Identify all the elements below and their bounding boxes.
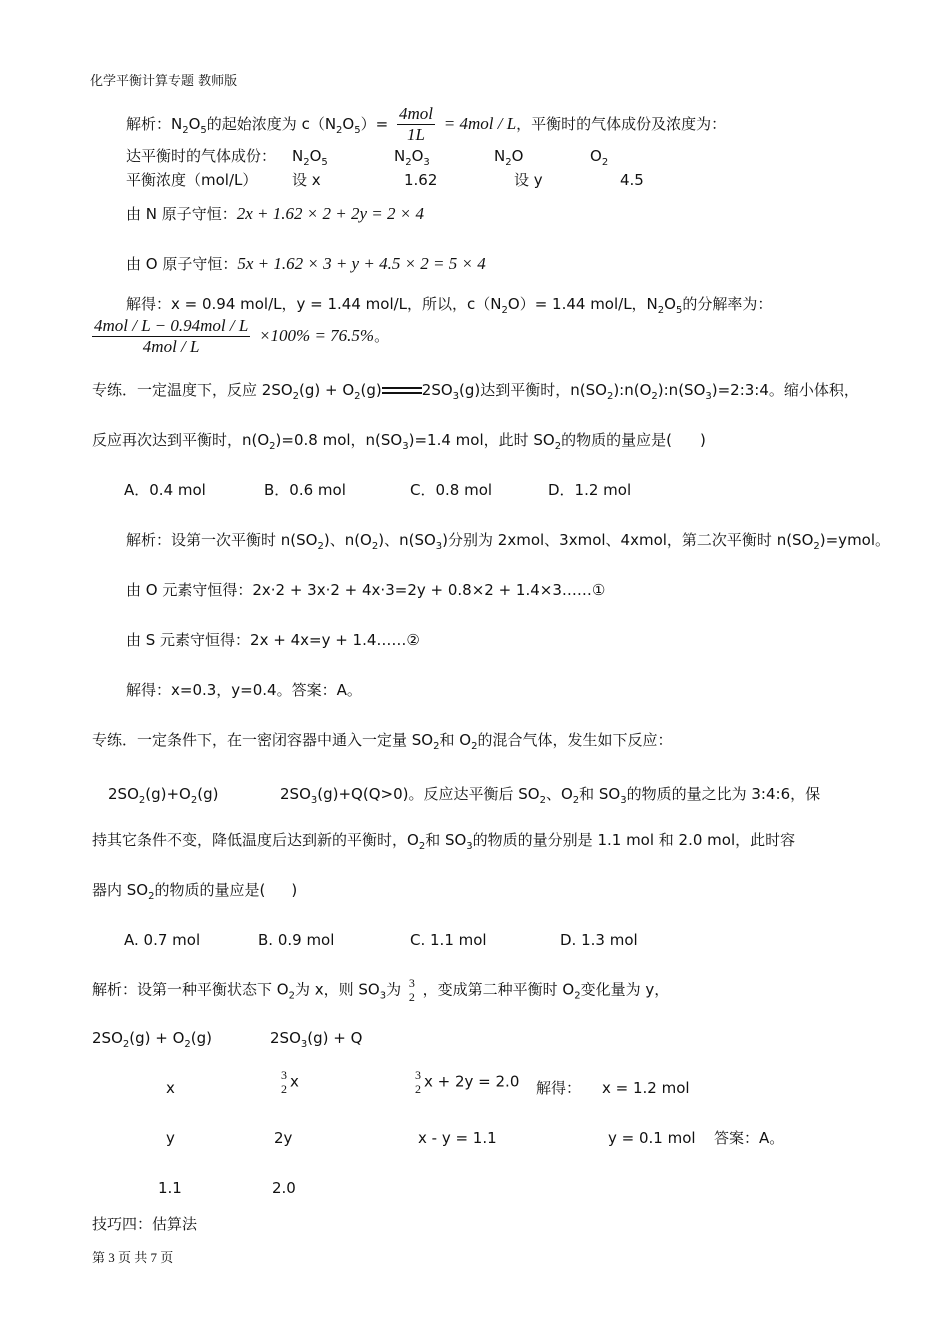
option-b: B．0.6 mol [264,481,346,499]
option-c: C．0.8 mol [410,481,493,499]
practice-question-2-line-1: 专练．一定条件下，在一密闭容器中通入一定量 $SO_2$和 $O_2$的混合气体，发生如下反应： [92,731,673,752]
nitrogen-conservation-line: 由 N 原子守恒：2x + 1.62 × 2 + 2y = 2 × 4 [126,204,424,223]
practice-question-1-line-1: 专练．一定温度下，反应 $2SO_2(g) + O_2(g)$ $2SO_3(g)$达到平衡时，$n(SO_2):n(O_2):n(SO_3)=2:3:4$。缩小体积， [92,381,859,402]
practice-question-2-line-3: 持其它条件不变，降低温度后达到新的平衡时，$O_2$和 $SO_3$的物质的量分别是 1.1 mol 和 2.0 mol，此时容 [92,831,796,852]
practice-2-solution-line-1: 解析：设第一种平衡状态下 $O_2$为 x，则 $SO_3$为 3 2 ，变成第二种平衡时 $O_2$变化量为 y， [92,976,670,1004]
page-header: 化学平衡计算专题 教师版 [90,74,238,89]
section-heading-estimation: 技巧四：估算法 [92,1215,198,1233]
solution-line-initial-concentration: 解析：$N_2O_5$的起始浓度为 $c(N_2O_5)=$ $\frac{\text{4mol}}{1L}$ = 4mol / L，平衡时的气体成份及浓度为： [126,104,727,144]
equilibrium-concentration-row: 平衡浓度（mol/L） 设 x 1.62 设 y 4.5 [126,171,644,189]
practice-question-1-line-2: 反应再次达到平衡时，$n(O_2)=0.8$ mol，$n(SO_3)=1.4$ mol，此时 $SO_2$的物质的量应是( ) [92,431,706,452]
practice-1-oxygen-conservation: 由 O 元素守恒得：2x·2 + 3x·2 + 4x·3=2y + 0.8×2 + 1.4×3……① [126,581,606,599]
option-b: B. 0.9 mol [258,931,335,949]
practice-question-2-options [124,930,638,950]
solution-result-line: 解得：x = 0.94 mol/L，y = 1.44 mol/L，所以，$c(N_2O)= 1.44$ mol/L，$N_2O_5$的分解率为： [126,295,773,316]
practice-question-1-options [124,480,632,500]
rate-fraction: $\frac{\text{4mol / L − 0.94mol / L}}{\text{4mol / L}}$ [94,316,249,356]
practice-question-2-line-4: 器内 $SO_2$的物质的量应是( ) [92,881,298,902]
oxygen-conservation-line: 由 O 原子守恒：5x + 1.62 × 3 + y + 4.5 × 2 = 5 × 4 [126,254,486,273]
fraction-3-2: 3 2 [408,976,415,1004]
option-c: C. 1.1 mol [410,931,487,949]
equilibrium-gas-components-row: 达平衡时的气体成份： $N_2O_5$ $N_2O_3$ $N_2O$ $O_2$ [126,147,609,168]
practice-1-sulfur-conservation: 由 S 元素守恒得：2x + 4x=y + 1.4……② [126,631,420,649]
practice-question-2-line-2: $2SO_2(g)+O_2(g)$ $2SO_3(g)+Q(Q>0)$。反应达平衡后 $SO_2$、$O_2$和 $SO_3$的物质的量之比为 3:4:6，保 [108,785,821,806]
practice-2-reaction-line: $2SO_2(g) + O_2(g)$ $2SO_3(g) + Q$ [92,1029,363,1050]
page-footer: 第 3 页 共 7 页 [92,1250,174,1265]
fraction-4mol-1L: $\frac{\text{4mol}}{1L}$ [398,104,433,144]
option-a: A．0.4 mol [124,481,206,499]
practice-1-solution-line-1: 解析：设第一次平衡时 $n(SO_2)$、$n(O_2)$、$n(SO_3)$分别为 2xmol、3xmol、4xmol，第二次平衡时 $n(SO_2)=ymol$。 [126,531,891,552]
practice-1-answer: 解得：x=0.3，y=0.4。答案：A。 [126,681,362,699]
option-a: A. 0.7 mol [124,931,201,949]
option-d: D．1.2 mol [548,481,632,499]
equilibrium-arrow-icon [382,385,422,397]
decomposition-rate-formula: $\frac{\text{4mol / L − 0.94mol / L}}{\text{4mol / L}}$ ×100% = 76.5%。 [94,316,390,356]
option-d: D. 1.3 mol [560,931,638,949]
